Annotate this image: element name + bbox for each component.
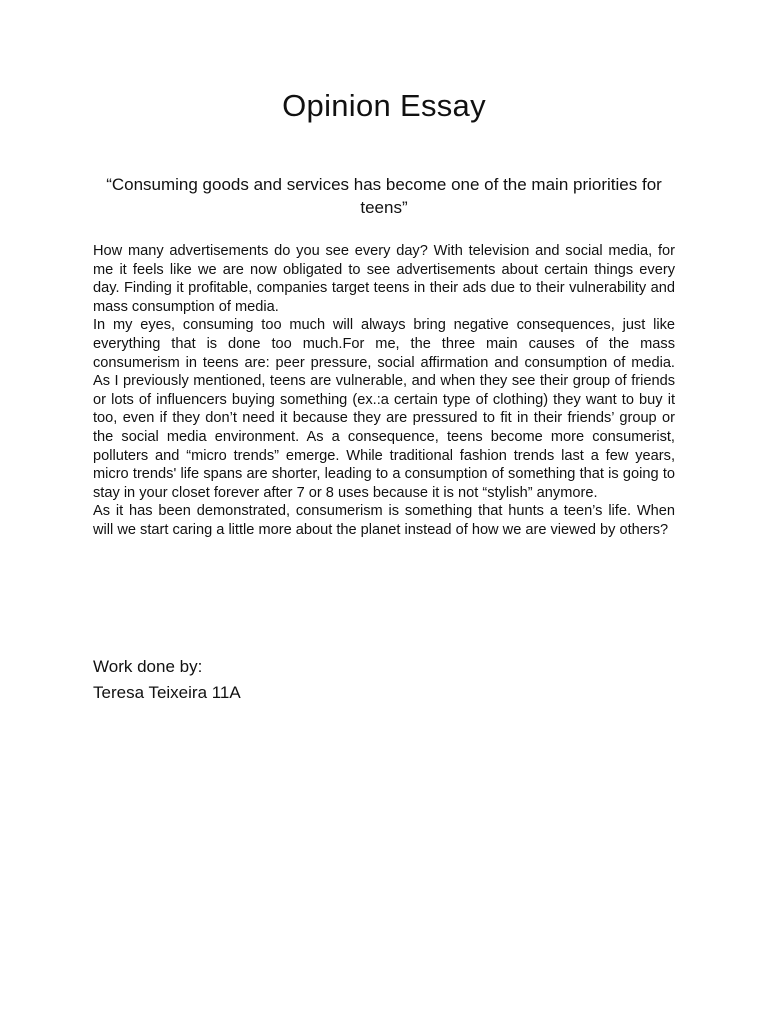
credits-label: Work done by: [93, 657, 203, 676]
paragraph-1: How many advertisements do you see every day? With television and social media, for me it feels like we are now obligated to see advertisements about certain things every day. Finding it profitable, companies target teens in their ads due to their vulnerability and mass consumption of media. [93, 243, 675, 315]
essay-body [93, 242, 675, 540]
paragraph-2: In my eyes, consuming too much will always bring negative consequences, just like everything that is done too much.For me, the three main causes of the mass consumerism in teens are: peer pressure, social affirmation and consumption of media. As I previously mentioned, teens are vulnerable, and when they see their group of friends or lots of influencers buying something (ex.:a certain type of clothing) they want to buy it too, even if they don’t need it because they are pressured to fit in their friends’ group or the social media environment. As a consequence, teens become more consumerist, polluters and “micro trends” emerge. While traditional fashion trends last a few years, micro trends' life spans are shorter, leading to a consumption of something that is going to stay in your closet forever after 7 or 8 uses because it is not “stylish” anymore. [93, 317, 675, 501]
page-title: Opinion Essay [282, 88, 486, 123]
paragraph-3: As it has been demonstrated, consumerism is something that hunts a teen’s life. When will we start caring a little more about the planet instead of how we are viewed by others? [93, 503, 675, 538]
essay-quote: “Consuming goods and services has become one of the main priorities for teens” [106, 175, 662, 217]
credits-block [93, 654, 493, 706]
author-name: Teresa Teixeira 11A [93, 683, 241, 702]
